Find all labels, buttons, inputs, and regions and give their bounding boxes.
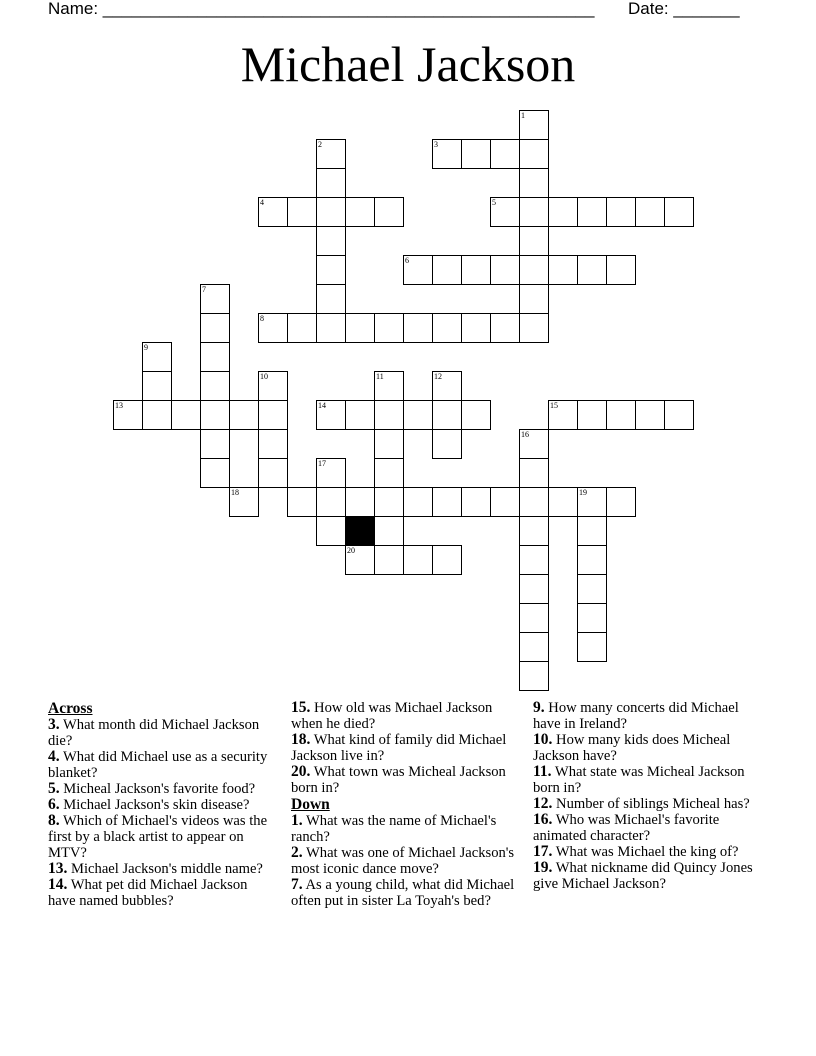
clues-column-1 <box>48 700 273 909</box>
clue-number-label: 19. <box>533 859 553 876</box>
crossword-cell[interactable] <box>258 197 288 227</box>
clue-number: 16 <box>521 430 529 439</box>
clue-number-label: 16. <box>533 811 553 828</box>
crossword-cell[interactable] <box>403 487 433 517</box>
crossword-cell[interactable] <box>432 313 462 343</box>
clue-item <box>533 860 758 892</box>
crossword-cell[interactable] <box>432 371 462 401</box>
crossword-cell[interactable] <box>403 400 433 430</box>
crossword-cell[interactable] <box>200 458 230 488</box>
crossword-cell[interactable] <box>519 197 549 227</box>
clue-number-label: 12. <box>533 795 553 812</box>
clue-number: 7 <box>202 285 206 294</box>
crossword-cell[interactable] <box>519 632 549 662</box>
crossword-cell[interactable] <box>490 139 520 169</box>
crossword-cell[interactable] <box>287 197 317 227</box>
crossword-cell[interactable] <box>432 429 462 459</box>
crossword-cell[interactable] <box>374 545 404 575</box>
across-heading: Across <box>48 700 93 717</box>
down-heading: Down <box>291 796 330 813</box>
crossword-cell[interactable] <box>374 313 404 343</box>
crossword-cell[interactable] <box>548 255 578 285</box>
clue-text: Michael Jackson's skin disease? <box>59 797 250 813</box>
clue-number: 17 <box>318 459 326 468</box>
clue-text: What kind of family did Michael Jackson live in? <box>291 732 507 764</box>
crossword-cell[interactable] <box>316 313 346 343</box>
crossword-cell[interactable] <box>519 139 549 169</box>
clue-number-label: 7. <box>291 876 303 893</box>
crossword-cell[interactable] <box>577 197 607 227</box>
crossword-cell[interactable] <box>229 400 259 430</box>
crossword-cell[interactable] <box>200 371 230 401</box>
crossword-cell[interactable] <box>258 400 288 430</box>
clue-text: What was one of Michael Jackson's most iconic dance move? <box>291 845 515 877</box>
crossword-cell[interactable] <box>142 371 172 401</box>
clue-number: 11 <box>376 372 384 381</box>
clue-number: 9 <box>144 343 148 352</box>
crossword-cell[interactable] <box>606 197 636 227</box>
clue-number-label: 4. <box>48 748 60 765</box>
crossword-cell[interactable] <box>374 400 404 430</box>
crossword-cell[interactable] <box>519 313 549 343</box>
crossword-cell[interactable] <box>548 400 578 430</box>
crossword-cell[interactable] <box>113 400 143 430</box>
crossword-cell[interactable] <box>374 487 404 517</box>
clue-number-label: 5. <box>48 780 60 797</box>
clue-item <box>533 796 758 812</box>
crossword-cell[interactable] <box>142 400 172 430</box>
clue-number: 4 <box>260 198 264 207</box>
crossword-cell[interactable] <box>519 458 549 488</box>
clue-item <box>533 844 758 860</box>
clue-number-label: 3. <box>48 716 60 733</box>
crossword-cell[interactable] <box>664 197 694 227</box>
crossword-cell[interactable] <box>316 255 346 285</box>
clue-text: What town was Micheal Jackson born in? <box>291 764 506 796</box>
clue-text: How many concerts did Michael have in Ireland? <box>533 700 739 732</box>
crossword-cell[interactable] <box>432 255 462 285</box>
crossword-cell[interactable] <box>345 545 375 575</box>
clue-item <box>48 797 273 813</box>
clue-item <box>533 764 758 796</box>
clue-text: Number of siblings Micheal has? <box>552 796 750 812</box>
crossword-cell[interactable] <box>577 545 607 575</box>
crossword-cell[interactable] <box>519 110 549 140</box>
clues-column-3 <box>533 700 758 892</box>
crossword-cell[interactable] <box>519 226 549 256</box>
clue-text: Who was Michael's favorite animated character? <box>533 812 720 844</box>
crossword-cell[interactable] <box>258 429 288 459</box>
crossword-cell[interactable] <box>374 371 404 401</box>
clue-number: 14 <box>318 401 326 410</box>
crossword-cell[interactable] <box>345 400 375 430</box>
crossword-cell[interactable] <box>577 516 607 546</box>
crossword-cell[interactable] <box>374 429 404 459</box>
clue-number-label: 6. <box>48 796 60 813</box>
crossword-cell[interactable] <box>316 197 346 227</box>
clue-item <box>533 812 758 844</box>
clue-number: 19 <box>579 488 587 497</box>
clue-number-label: 13. <box>48 860 68 877</box>
clues-column-2 <box>291 700 516 909</box>
name-field[interactable]: Name: ____________________________________________________ <box>48 0 595 18</box>
crossword-cell[interactable] <box>461 487 491 517</box>
clue-item <box>291 877 516 909</box>
crossword-cell[interactable] <box>258 458 288 488</box>
crossword-cell[interactable] <box>461 139 491 169</box>
page-title: Michael Jackson <box>240 36 576 92</box>
crossword-cell[interactable] <box>316 516 346 546</box>
clue-number: 15 <box>550 401 558 410</box>
crossword-cell[interactable] <box>635 400 665 430</box>
crossword-cell[interactable] <box>577 574 607 604</box>
crossword-cell[interactable] <box>519 429 549 459</box>
crossword-cell[interactable] <box>577 603 607 633</box>
crossword-cell[interactable] <box>316 284 346 314</box>
clue-text: What month did Michael Jackson die? <box>48 717 260 749</box>
clue-item <box>48 717 273 749</box>
clue-number-label: 2. <box>291 844 303 861</box>
clue-number: 13 <box>115 401 123 410</box>
crossword-cell[interactable] <box>490 255 520 285</box>
crossword-cell[interactable] <box>432 139 462 169</box>
crossword-cell[interactable] <box>374 458 404 488</box>
crossword-cell[interactable] <box>287 487 317 517</box>
crossword-cell[interactable] <box>519 661 549 691</box>
crossword-cell[interactable] <box>548 487 578 517</box>
clue-text: What state was Micheal Jackson born in? <box>533 764 745 796</box>
crossword-cell[interactable] <box>432 400 462 430</box>
crossword-cell[interactable] <box>200 429 230 459</box>
clue-number-label: 14. <box>48 876 68 893</box>
crossword-cell[interactable] <box>519 516 549 546</box>
crossword-cell[interactable] <box>287 313 317 343</box>
clue-number-label: 20. <box>291 763 311 780</box>
clue-number: 18 <box>231 488 239 497</box>
clue-item <box>291 700 516 732</box>
clue-text: How many kids does Micheal Jackson have? <box>533 732 731 764</box>
clue-item <box>291 813 516 845</box>
clue-text: Micheal Jackson's favorite food? <box>59 781 256 797</box>
clue-item <box>291 845 516 877</box>
clue-item <box>48 781 273 797</box>
crossword-cell[interactable] <box>200 313 230 343</box>
crossword-cell[interactable] <box>200 400 230 430</box>
crossword-cell[interactable] <box>461 255 491 285</box>
crossword-cell[interactable] <box>490 487 520 517</box>
crossword-cell[interactable] <box>229 487 259 517</box>
clue-number-label: 11. <box>533 763 552 780</box>
clue-item <box>48 877 273 909</box>
crossword-cell[interactable] <box>316 168 346 198</box>
crossword-cell[interactable] <box>490 313 520 343</box>
clue-number: 5 <box>492 198 496 207</box>
crossword-cell[interactable] <box>374 516 404 546</box>
clue-item <box>291 764 516 796</box>
crossword-cell[interactable] <box>432 487 462 517</box>
crossword-cell[interactable] <box>200 284 230 314</box>
crossword-cell[interactable] <box>519 255 549 285</box>
clue-text: Which of Michael's videos was the first by a black artist to appear on MTV? <box>48 813 268 861</box>
date-field[interactable]: Date: _______ <box>628 0 740 18</box>
clue-number-label: 18. <box>291 731 311 748</box>
crossword-cell[interactable] <box>316 487 346 517</box>
crossword-cell[interactable] <box>403 313 433 343</box>
crossword-cell[interactable] <box>200 342 230 372</box>
crossword-cell[interactable] <box>403 255 433 285</box>
crossword-cell[interactable] <box>258 371 288 401</box>
crossword-cell[interactable] <box>577 632 607 662</box>
clue-text: What was the name of Michael's ranch? <box>291 813 497 845</box>
clue-number-label: 8. <box>48 812 60 829</box>
clue-number-label: 1. <box>291 812 303 829</box>
clue-number: 8 <box>260 314 264 323</box>
clue-number-label: 9. <box>533 699 545 716</box>
clue-text: Michael Jackson's middle name? <box>67 861 263 877</box>
clue-number: 1 <box>521 111 525 120</box>
crossword-cell[interactable] <box>519 487 549 517</box>
crossword-cell[interactable] <box>258 313 288 343</box>
clue-number: 12 <box>434 372 442 381</box>
crossword-cell[interactable] <box>345 487 375 517</box>
crossword-cell[interactable] <box>635 197 665 227</box>
clue-number: 3 <box>434 140 438 149</box>
crossword-cell[interactable] <box>664 400 694 430</box>
crossword-cell[interactable] <box>171 400 201 430</box>
crossword-cell[interactable] <box>606 400 636 430</box>
crossword-cell[interactable] <box>519 168 549 198</box>
crossword-cell[interactable] <box>345 197 375 227</box>
crossword-cell[interactable] <box>345 313 375 343</box>
clue-text: What was Michael the king of? <box>552 844 739 860</box>
crossword-cell[interactable] <box>519 545 549 575</box>
crossword-cell[interactable] <box>461 313 491 343</box>
crossword-cell[interactable] <box>316 139 346 169</box>
clue-text: As a young child, what did Michael often put in sister La Toyah's bed? <box>291 877 515 909</box>
crossword-cell[interactable] <box>606 487 636 517</box>
clue-item <box>291 732 516 764</box>
crossword-cell[interactable] <box>374 197 404 227</box>
crossword-cell[interactable] <box>519 603 549 633</box>
crossword-cell[interactable] <box>577 487 607 517</box>
crossword-cell[interactable] <box>606 255 636 285</box>
clue-number: 20 <box>347 546 355 555</box>
clue-text: What did Michael use as a security blanket? <box>48 749 268 781</box>
crossword-cell[interactable] <box>403 545 433 575</box>
clue-text: What nickname did Quincy Jones give Michael Jackson? <box>533 860 753 892</box>
crossword-cell[interactable] <box>316 226 346 256</box>
crossword-cell[interactable] <box>577 255 607 285</box>
clue-number-label: 10. <box>533 731 553 748</box>
crossword-cell[interactable] <box>577 400 607 430</box>
clue-number: 10 <box>260 372 268 381</box>
clue-item <box>48 813 273 861</box>
clue-text: How old was Michael Jackson when he died? <box>291 700 493 732</box>
crossword-cell[interactable] <box>548 197 578 227</box>
clue-number-label: 15. <box>291 699 311 716</box>
clue-item <box>533 732 758 764</box>
crossword-cell[interactable] <box>432 545 462 575</box>
clue-number-label: 17. <box>533 843 553 860</box>
crossword-cell[interactable] <box>316 458 346 488</box>
crossword-cell[interactable] <box>519 574 549 604</box>
clue-number: 2 <box>318 140 322 149</box>
crossword-cell[interactable] <box>490 197 520 227</box>
clue-number: 6 <box>405 256 409 265</box>
clue-item <box>48 861 273 877</box>
crossword-cell[interactable] <box>142 342 172 372</box>
crossword-cell[interactable] <box>461 400 491 430</box>
crossword-black-cell <box>345 516 375 546</box>
clue-item <box>48 749 273 781</box>
crossword-cell[interactable] <box>519 284 549 314</box>
clue-item <box>533 700 758 732</box>
crossword-cell[interactable] <box>316 400 346 430</box>
clue-text: What pet did Michael Jackson have named bubbles? <box>48 877 248 909</box>
